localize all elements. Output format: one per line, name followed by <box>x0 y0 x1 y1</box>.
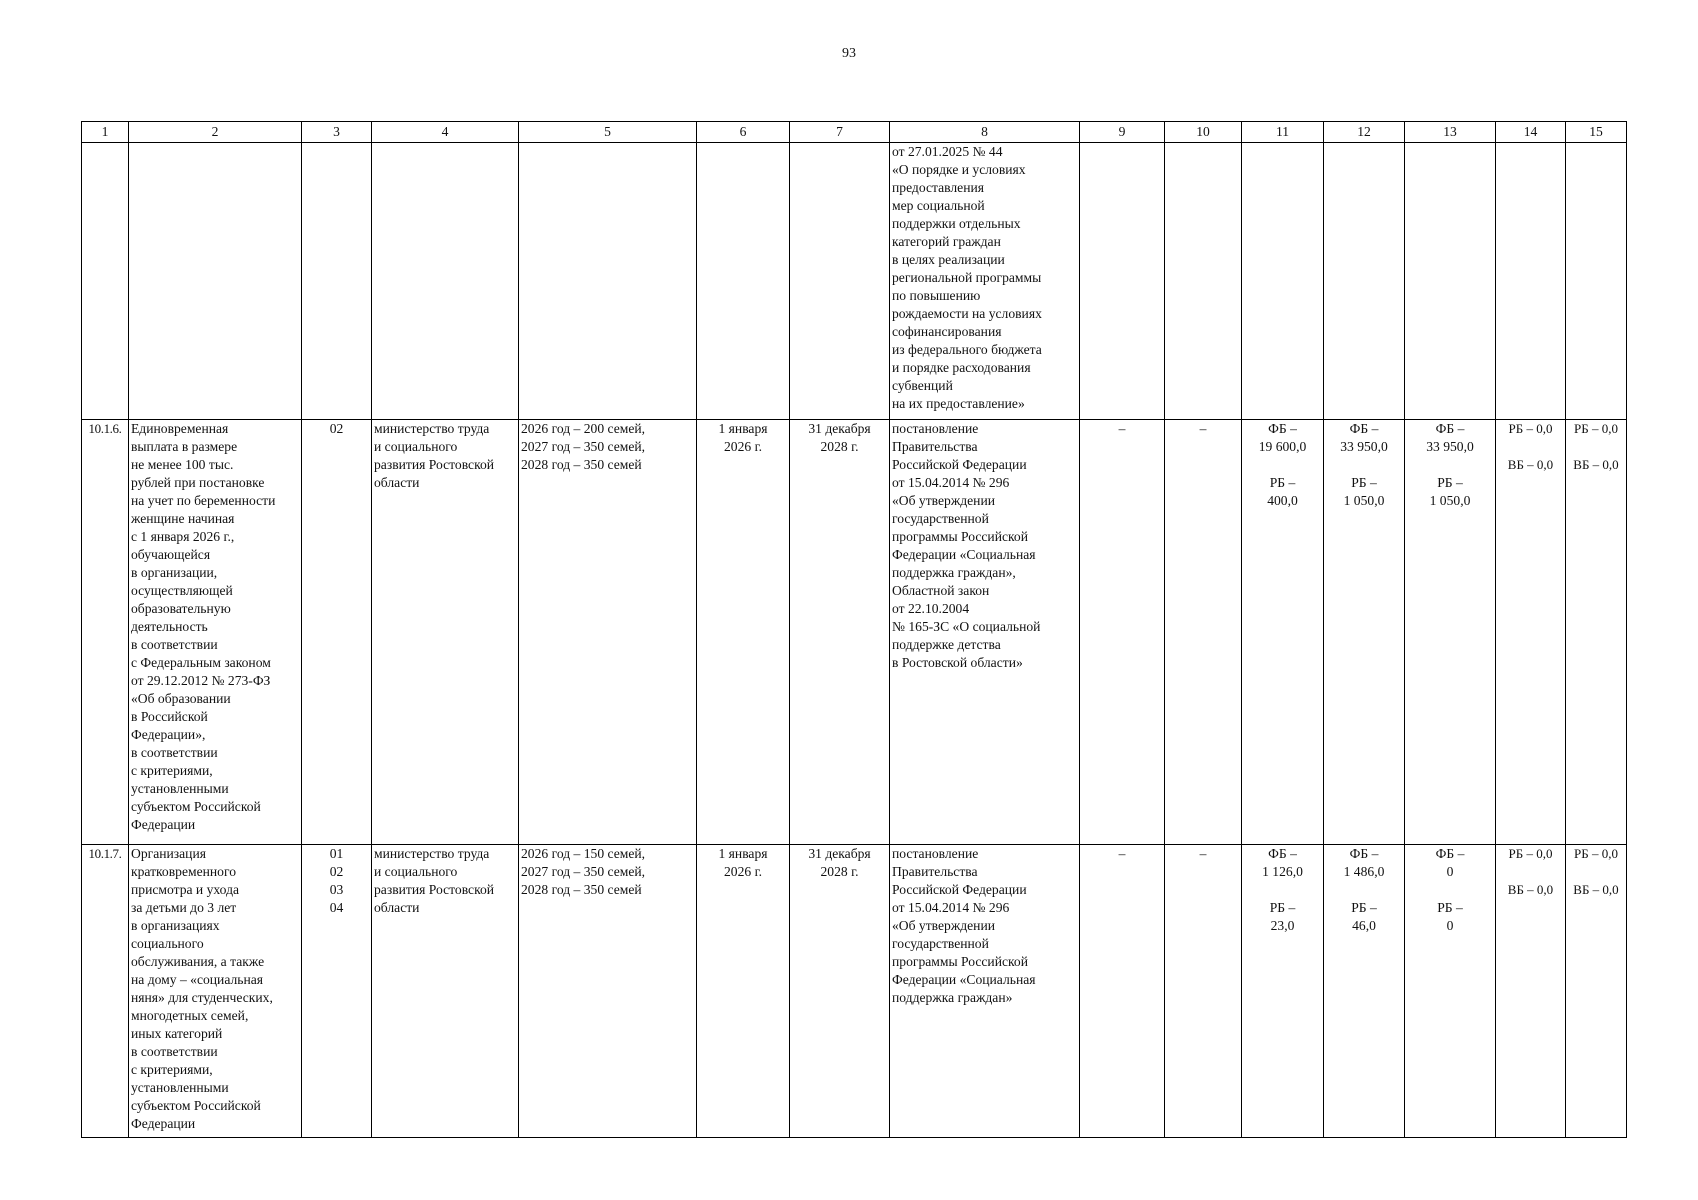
cell-volume: 2026 год – 150 семей, 2027 год – 350 семей, 2028 год – 350 семей <box>519 845 697 1138</box>
cell-col10 <box>1165 143 1242 420</box>
column-header: 12 <box>1324 122 1405 143</box>
cell-funding-11 <box>1242 143 1324 420</box>
funding-fb: ФБ – 19 600,0 <box>1258 421 1307 454</box>
cell-name: Единовременная выплата в размере не менее 100 тыс. рублей при постановке на учет по беременности женщине начиная с 1 января 2026 г., обучающейся в организации, осуществляющей образовательную деятельность в соответствии с Федеральным законом от 29.12.2012 № 273-ФЗ «Об образовании в Российской Федерации», в соответствии с критериями, установленными субъектом Российской Федерации <box>129 420 302 845</box>
cell-funding-11 <box>1242 845 1324 1138</box>
cell-funding-14 <box>1496 143 1566 420</box>
cell-col9: – <box>1080 420 1165 845</box>
cell-end-date: 31 декабря 2028 г. <box>790 420 890 845</box>
cell-number <box>82 143 129 420</box>
table-row-10-1-7 <box>82 845 1627 1138</box>
program-table <box>81 121 1627 1138</box>
cell-funding-15 <box>1566 143 1627 420</box>
cell-responsible: министерство труда и социального развития Ростовской области <box>372 845 519 1138</box>
funding-rb: РБ – 0,0 <box>1508 421 1553 436</box>
column-header: 4 <box>372 122 519 143</box>
cell-col10: – <box>1165 420 1242 845</box>
funding-rb: РБ – 23,0 <box>1269 900 1296 933</box>
cell-funding-12 <box>1324 143 1405 420</box>
cell-funding-15 <box>1566 420 1627 845</box>
column-header: 14 <box>1496 122 1566 143</box>
cell-start-date <box>697 143 790 420</box>
funding-rb: РБ – 46,0 <box>1351 900 1377 933</box>
funding-fb: ФБ – 1 486,0 <box>1343 846 1385 879</box>
cell-funding-13 <box>1405 420 1496 845</box>
cell-col10: – <box>1165 845 1242 1138</box>
cell-start-date: 1 января 2026 г. <box>697 845 790 1138</box>
funding-fb: ФБ – 33 950,0 <box>1340 421 1388 454</box>
funding-vb: ВБ – 0,0 <box>1573 882 1619 897</box>
cell-legal-basis: постановление Правительства Российской Федерации от 15.04.2014 № 296 «Об утверждении государственной программы Российской Федерации «Социальная поддержка граждан» <box>890 845 1080 1138</box>
column-header: 8 <box>890 122 1080 143</box>
funding-rb: РБ – 0 <box>1437 900 1463 933</box>
funding-fb: ФБ – 33 950,0 <box>1426 421 1474 454</box>
funding-rb: РБ – 0,0 <box>1574 421 1618 436</box>
funding-rb: РБ – 0,0 <box>1574 846 1618 861</box>
column-header: 2 <box>129 122 302 143</box>
cell-volume <box>519 143 697 420</box>
cell-col9: – <box>1080 845 1165 1138</box>
cell-funding-12 <box>1324 420 1405 845</box>
cell-name: Организация кратковременного присмотра и ухода за детьми до 3 лет в организациях социального обслуживания, а также на дому – «социальная няня» для студенческих, многодетных семей, иных категорий в соответствии с критериями, установленными субъектом Российской Федерации <box>129 845 302 1138</box>
column-header: 11 <box>1242 122 1324 143</box>
cell-name <box>129 143 302 420</box>
funding-rb: РБ – 400,0 <box>1267 475 1298 508</box>
funding-rb: РБ – 1 050,0 <box>1429 475 1471 508</box>
cell-funding-12 <box>1324 845 1405 1138</box>
column-header: 6 <box>697 122 790 143</box>
cell-end-date <box>790 143 890 420</box>
cell-funding-13 <box>1405 845 1496 1138</box>
column-header: 7 <box>790 122 890 143</box>
funding-rb: РБ – 1 050,0 <box>1343 475 1385 508</box>
cell-volume: 2026 год – 200 семей, 2027 год – 350 семей, 2028 год – 350 семей <box>519 420 697 845</box>
column-header: 9 <box>1080 122 1165 143</box>
cell-code: 02 <box>302 420 372 845</box>
cell-code: 01 02 03 04 <box>302 845 372 1138</box>
cell-code <box>302 143 372 420</box>
cell-number: 10.1.6. <box>82 420 129 845</box>
funding-fb: ФБ – 1 126,0 <box>1262 846 1303 879</box>
column-header: 13 <box>1405 122 1496 143</box>
column-header: 3 <box>302 122 372 143</box>
cell-number: 10.1.7. <box>82 845 129 1138</box>
column-header: 5 <box>519 122 697 143</box>
page-number: 93 <box>842 46 856 61</box>
cell-end-date: 31 декабря 2028 г. <box>790 845 890 1138</box>
cell-legal-basis: постановление Правительства Российской Федерации от 15.04.2014 № 296 «Об утверждении государственной программы Российской Федерации «Социальная поддержка граждан», Областной закон от 22.10.2004 № 165-ЗС «О социальной поддержке детства в Ростовской области» <box>890 420 1080 845</box>
cell-funding-14 <box>1496 845 1566 1138</box>
cell-responsible: министерство труда и социального развития Ростовской области <box>372 420 519 845</box>
funding-fb: ФБ – 0 <box>1435 846 1465 879</box>
table-row-10-1-6 <box>82 420 1627 845</box>
funding-vb: ВБ – 0,0 <box>1507 457 1554 472</box>
funding-vb: ВБ – 0,0 <box>1573 457 1619 472</box>
cell-funding-15 <box>1566 845 1627 1138</box>
cell-funding-11 <box>1242 420 1324 845</box>
cell-responsible <box>372 143 519 420</box>
funding-rb: РБ – 0,0 <box>1508 846 1553 861</box>
cell-col9 <box>1080 143 1165 420</box>
cell-funding-13 <box>1405 143 1496 420</box>
cell-start-date: 1 января 2026 г. <box>697 420 790 845</box>
funding-vb: ВБ – 0,0 <box>1507 882 1554 897</box>
column-header: 15 <box>1566 122 1627 143</box>
column-number-row <box>82 122 1627 143</box>
column-header: 10 <box>1165 122 1242 143</box>
cell-funding-14 <box>1496 420 1566 845</box>
table-row-continuation <box>82 143 1627 420</box>
column-header: 1 <box>82 122 129 143</box>
cell-legal-basis: от 27.01.2025 № 44 «О порядке и условиях предоставления мер социальной поддержки отдельных категорий граждан в целях реализации региональной программы по повышению рождаемости на условиях софинансирования из федерального бюджета и порядке расходования субвенций на их предоставление» <box>890 143 1080 420</box>
